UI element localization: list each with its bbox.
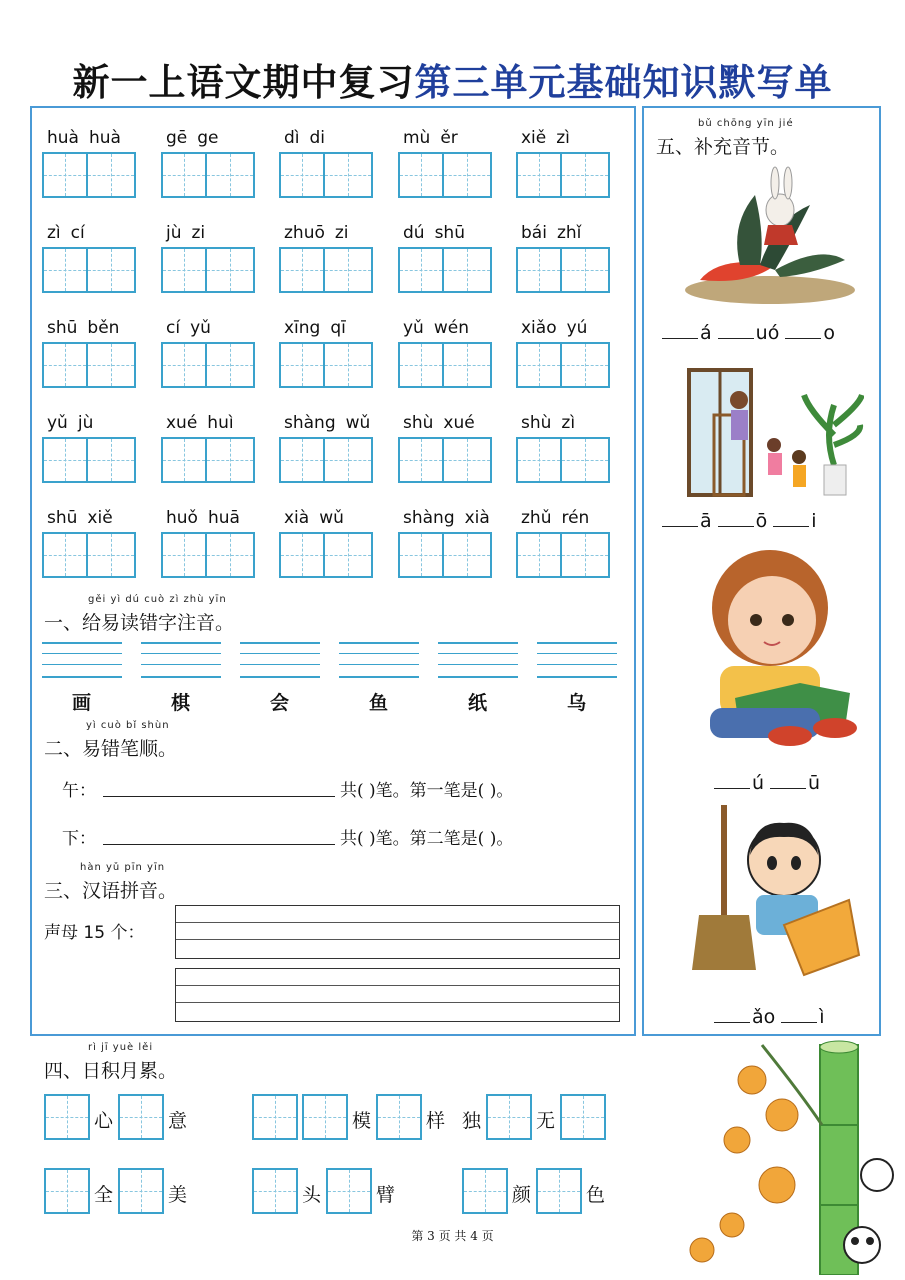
syllable: ěr bbox=[440, 128, 458, 148]
syllable-blank[interactable] bbox=[770, 770, 806, 789]
character-writing-box[interactable] bbox=[42, 437, 136, 483]
character-writing-box[interactable] bbox=[398, 437, 492, 483]
pinyin-label bbox=[516, 318, 592, 338]
pinyin-label bbox=[42, 223, 90, 243]
tian-cell[interactable] bbox=[42, 342, 88, 388]
character-writing-box[interactable] bbox=[279, 532, 373, 578]
syllable: dì bbox=[284, 128, 300, 148]
pinyin-label bbox=[516, 508, 594, 528]
syllable-blanks-2 bbox=[656, 508, 817, 532]
character-label: 乌 bbox=[567, 692, 587, 714]
syllable-ending: uó bbox=[755, 322, 780, 344]
syllable: xīng bbox=[284, 318, 321, 338]
pinyin-label bbox=[161, 413, 239, 433]
syllable-blank[interactable] bbox=[785, 320, 821, 339]
tian-cell[interactable] bbox=[444, 247, 492, 293]
syllable-blank[interactable] bbox=[773, 508, 809, 527]
syllable: di bbox=[309, 128, 326, 148]
section3-ruby: hàn yǔ pīn yīn bbox=[80, 862, 166, 873]
syllable: yǔ bbox=[47, 413, 68, 433]
pinyin-label bbox=[398, 318, 474, 338]
pinyin-label bbox=[398, 128, 463, 148]
tian-cell[interactable] bbox=[279, 247, 325, 293]
tian-cell[interactable] bbox=[444, 532, 492, 578]
syllable-blank[interactable] bbox=[718, 508, 754, 527]
character-writing-box[interactable] bbox=[42, 342, 136, 388]
syllable: cí bbox=[70, 223, 85, 243]
syllable: yǔ bbox=[190, 318, 211, 338]
child-reading-image bbox=[700, 538, 865, 748]
syllable: xià bbox=[464, 508, 490, 528]
syllable-ending: ú bbox=[752, 772, 765, 794]
tian-cell[interactable] bbox=[562, 532, 610, 578]
character-writing-box[interactable] bbox=[161, 152, 255, 198]
pinyin-label bbox=[279, 508, 349, 528]
character-writing-box[interactable] bbox=[516, 247, 610, 293]
syllable: shù bbox=[521, 413, 552, 433]
syllable: huì bbox=[207, 413, 234, 433]
character-writing-box[interactable] bbox=[42, 152, 136, 198]
idiom-blank-box[interactable] bbox=[376, 1094, 422, 1140]
syllable-ending: ǎo bbox=[752, 1006, 776, 1028]
tian-cell[interactable] bbox=[516, 437, 562, 483]
idiom-blank-box[interactable] bbox=[252, 1094, 298, 1140]
character-writing-box[interactable] bbox=[161, 437, 255, 483]
syllable: xué bbox=[166, 413, 198, 433]
character-writing-box[interactable] bbox=[516, 532, 610, 578]
tian-cell[interactable] bbox=[562, 152, 610, 198]
page-footer: 第 3 页 共 4 页 bbox=[411, 1229, 494, 1243]
syllable: yǔ bbox=[403, 318, 424, 338]
pinyin-four-line-box[interactable] bbox=[438, 642, 518, 678]
syllable: zi bbox=[334, 223, 349, 243]
section1-title: 一、给易读错字注音。 bbox=[44, 612, 235, 634]
pinyin-four-line-box[interactable] bbox=[141, 642, 221, 678]
idiom-blank-box[interactable] bbox=[486, 1094, 532, 1140]
idiom-character: 样 bbox=[426, 1110, 446, 1132]
character-label: 画 bbox=[72, 692, 92, 714]
section2-title: 二、易错笔顺。 bbox=[44, 738, 178, 760]
tian-cell[interactable] bbox=[516, 247, 562, 293]
idiom-character: 独 bbox=[462, 1110, 482, 1132]
syllable-blank[interactable] bbox=[662, 508, 698, 527]
section4-ruby: rì jī yuè lěi bbox=[88, 1042, 154, 1053]
syllable-blank[interactable] bbox=[714, 1004, 750, 1023]
section5-ruby: bǔ chōng yīn jié bbox=[698, 118, 794, 129]
syllable: rén bbox=[561, 508, 590, 528]
syllable: huā bbox=[207, 508, 240, 528]
idiom-character: 美 bbox=[168, 1184, 188, 1206]
syllable-blank[interactable] bbox=[662, 320, 698, 339]
syllable: yú bbox=[566, 318, 588, 338]
syllable: zhǐ bbox=[556, 223, 582, 243]
idiom-character: 臂 bbox=[376, 1184, 396, 1206]
syllable: shū bbox=[47, 318, 78, 338]
boy-sweeping-image bbox=[684, 805, 864, 985]
stroke-answer-line-2[interactable] bbox=[103, 844, 335, 845]
syllable: wǔ bbox=[319, 508, 344, 528]
syllable: huà bbox=[47, 128, 79, 148]
pinyin-label bbox=[398, 223, 470, 243]
idiom-character: 心 bbox=[94, 1110, 114, 1132]
tian-cell[interactable] bbox=[88, 342, 136, 388]
syllable-blank[interactable] bbox=[781, 1004, 817, 1023]
tian-cell[interactable] bbox=[207, 532, 255, 578]
pinyin-label bbox=[161, 128, 224, 148]
syllable: běn bbox=[87, 318, 120, 338]
pinyin-writing-lines-2[interactable] bbox=[175, 968, 620, 1022]
tian-cell[interactable] bbox=[88, 532, 136, 578]
character-writing-box[interactable] bbox=[279, 152, 373, 198]
tian-cell[interactable] bbox=[562, 437, 610, 483]
character-writing-box[interactable] bbox=[398, 342, 492, 388]
tian-cell[interactable] bbox=[562, 247, 610, 293]
syllable-blanks-1 bbox=[656, 320, 835, 344]
syllable-ending: i bbox=[811, 510, 817, 532]
pinyin-label bbox=[161, 508, 245, 528]
tian-cell[interactable] bbox=[279, 532, 325, 578]
section5-title: 五、补充音节。 bbox=[656, 136, 790, 158]
tian-cell[interactable] bbox=[325, 532, 373, 578]
character-label: 纸 bbox=[468, 692, 488, 714]
idiom-blank-box[interactable] bbox=[560, 1094, 606, 1140]
stroke-row-wu: 午： bbox=[62, 781, 96, 801]
tian-cell[interactable] bbox=[207, 342, 255, 388]
tian-cell[interactable] bbox=[161, 532, 207, 578]
syllable: zì bbox=[556, 128, 570, 148]
tian-cell[interactable] bbox=[88, 247, 136, 293]
character-writing-box[interactable] bbox=[161, 247, 255, 293]
idiom-character: 无 bbox=[536, 1110, 556, 1132]
syllable: xué bbox=[443, 413, 475, 433]
character-label: 会 bbox=[270, 692, 290, 714]
syllable: shū bbox=[47, 508, 78, 528]
section2-ruby: yì cuò bǐ shùn bbox=[86, 720, 170, 731]
tian-cell[interactable] bbox=[42, 437, 88, 483]
tian-cell[interactable] bbox=[42, 152, 88, 198]
tian-cell[interactable] bbox=[398, 437, 444, 483]
tian-cell[interactable] bbox=[325, 247, 373, 293]
pinyin-writing-lines-1[interactable] bbox=[175, 905, 620, 959]
tian-cell[interactable] bbox=[398, 532, 444, 578]
pinyin-label bbox=[279, 413, 375, 433]
syllable: wǔ bbox=[345, 413, 371, 433]
character-writing-box[interactable] bbox=[516, 152, 610, 198]
syllable: huà bbox=[88, 128, 121, 148]
idiom-character: 头 bbox=[302, 1184, 322, 1206]
syllable-ending: ā bbox=[700, 510, 712, 532]
syllable: zhuō bbox=[284, 223, 325, 243]
character-writing-box[interactable] bbox=[279, 342, 373, 388]
character-label: 鱼 bbox=[369, 692, 389, 714]
pinyin-label bbox=[161, 318, 216, 338]
idiom-blank-box[interactable] bbox=[462, 1168, 508, 1214]
character-writing-box[interactable] bbox=[42, 247, 136, 293]
syllable: zì bbox=[47, 223, 61, 243]
idiom-blank-box[interactable] bbox=[44, 1094, 90, 1140]
syllable: qī bbox=[330, 318, 346, 338]
idiom-character: 颜 bbox=[512, 1184, 532, 1206]
pinyin-four-line-box[interactable] bbox=[240, 642, 320, 678]
syllable-ending: ì bbox=[819, 1006, 825, 1028]
tian-cell[interactable] bbox=[325, 342, 373, 388]
pinyin-label bbox=[279, 223, 354, 243]
tian-cell[interactable] bbox=[161, 247, 207, 293]
syllable: zhǔ bbox=[521, 508, 552, 528]
idiom-blank-box[interactable] bbox=[252, 1168, 298, 1214]
tian-cell[interactable] bbox=[325, 152, 373, 198]
idiom-blank-box[interactable] bbox=[302, 1094, 348, 1140]
syllable: wén bbox=[433, 318, 469, 338]
tian-cell[interactable] bbox=[42, 532, 88, 578]
tian-cell[interactable] bbox=[42, 247, 88, 293]
syllable: ge bbox=[197, 128, 219, 148]
idiom-blank-box[interactable] bbox=[536, 1168, 582, 1214]
syllable: xiě bbox=[521, 128, 547, 148]
syllable: xià bbox=[284, 508, 310, 528]
tian-cell[interactable] bbox=[88, 437, 136, 483]
tian-cell[interactable] bbox=[161, 437, 207, 483]
syllable: zì bbox=[561, 413, 576, 433]
tian-cell[interactable] bbox=[516, 532, 562, 578]
rabbit-radish-image bbox=[680, 165, 860, 305]
tian-cell[interactable] bbox=[207, 152, 255, 198]
idiom-blank-box[interactable] bbox=[118, 1168, 164, 1214]
syllable: shàng bbox=[403, 508, 455, 528]
initials-label: 声母 15 个： bbox=[44, 923, 145, 943]
stroke-answer-line-1[interactable] bbox=[103, 796, 335, 797]
syllable-blank[interactable] bbox=[718, 320, 754, 339]
tian-cell[interactable] bbox=[279, 342, 325, 388]
tian-cell[interactable] bbox=[88, 152, 136, 198]
tian-cell[interactable] bbox=[516, 342, 562, 388]
character-writing-box[interactable] bbox=[398, 247, 492, 293]
syllable: zi bbox=[191, 223, 206, 243]
tian-cell[interactable] bbox=[279, 152, 325, 198]
section1-ruby: gěi yì dú cuò zì zhù yīn bbox=[88, 594, 227, 605]
idiom-character: 模 bbox=[352, 1110, 372, 1132]
character-writing-box[interactable] bbox=[516, 342, 610, 388]
tian-cell[interactable] bbox=[444, 342, 492, 388]
pinyin-four-line-box[interactable] bbox=[339, 642, 419, 678]
tian-cell[interactable] bbox=[398, 247, 444, 293]
syllable-ending: ū bbox=[808, 772, 821, 794]
idiom-character: 全 bbox=[94, 1184, 114, 1206]
tian-cell[interactable] bbox=[161, 152, 207, 198]
syllable: jù bbox=[166, 223, 182, 243]
tian-cell[interactable] bbox=[325, 437, 373, 483]
syllable: shàng bbox=[284, 413, 336, 433]
tian-cell[interactable] bbox=[398, 342, 444, 388]
pinyin-label bbox=[42, 413, 98, 433]
pinyin-label bbox=[516, 128, 575, 148]
syllable: cí bbox=[166, 318, 181, 338]
syllable-ending: á bbox=[700, 322, 712, 344]
syllable: xiě bbox=[87, 508, 113, 528]
tian-cell[interactable] bbox=[516, 152, 562, 198]
syllable-blanks-4 bbox=[708, 1004, 825, 1028]
pinyin-label bbox=[398, 508, 495, 528]
character-writing-box[interactable] bbox=[279, 247, 373, 293]
stroke-row-xia: 下： bbox=[62, 829, 96, 849]
pinyin-label bbox=[161, 223, 210, 243]
character-writing-box[interactable] bbox=[161, 342, 255, 388]
pinyin-four-line-box[interactable] bbox=[537, 642, 617, 678]
syllable: shù bbox=[403, 413, 434, 433]
character-writing-box[interactable] bbox=[279, 437, 373, 483]
section3-title: 三、汉语拼音。 bbox=[44, 880, 178, 902]
pinyin-label bbox=[42, 128, 126, 148]
pinyin-four-line-box[interactable] bbox=[42, 642, 122, 678]
syllable: mù bbox=[403, 128, 431, 148]
pinyin-label bbox=[42, 318, 124, 338]
tian-cell[interactable] bbox=[207, 247, 255, 293]
idiom-blank-box[interactable] bbox=[118, 1094, 164, 1140]
pinyin-label bbox=[516, 413, 580, 433]
syllable: xiǎo bbox=[521, 318, 557, 338]
character-writing-box[interactable] bbox=[398, 152, 492, 198]
idiom-blank-box[interactable] bbox=[326, 1168, 372, 1214]
idiom-character: 色 bbox=[586, 1184, 606, 1206]
character-writing-box[interactable] bbox=[398, 532, 492, 578]
tian-cell[interactable] bbox=[279, 437, 325, 483]
syllable-blanks-3 bbox=[708, 770, 820, 794]
pinyin-label bbox=[279, 318, 351, 338]
idiom-character: 意 bbox=[168, 1110, 188, 1132]
pinyin-label bbox=[516, 223, 586, 243]
character-writing-box[interactable] bbox=[42, 532, 136, 578]
pinyin-label bbox=[279, 128, 330, 148]
tian-cell[interactable] bbox=[444, 437, 492, 483]
syllable-ending: ō bbox=[755, 510, 768, 532]
tian-cell[interactable] bbox=[161, 342, 207, 388]
section4-title: 四、日积月累。 bbox=[44, 1060, 178, 1082]
idiom-blank-box[interactable] bbox=[44, 1168, 90, 1214]
syllable: huǒ bbox=[166, 508, 198, 528]
cleaning-window-image bbox=[684, 365, 864, 500]
stroke-count-1: 共( )笔。第一笔是( )。 bbox=[340, 781, 514, 801]
syllable: gē bbox=[166, 128, 188, 148]
syllable: jù bbox=[77, 413, 94, 433]
tian-cell[interactable] bbox=[398, 152, 444, 198]
stroke-count-2: 共( )笔。第二笔是( )。 bbox=[340, 829, 514, 849]
syllable-blank[interactable] bbox=[714, 770, 750, 789]
syllable: bái bbox=[521, 223, 547, 243]
syllable: shū bbox=[434, 223, 465, 243]
character-label: 棋 bbox=[171, 692, 191, 714]
character-writing-box[interactable] bbox=[516, 437, 610, 483]
character-writing-box[interactable] bbox=[161, 532, 255, 578]
syllable: dú bbox=[403, 223, 425, 243]
pinyin-label bbox=[42, 508, 118, 528]
syllable-ending: o bbox=[823, 322, 835, 344]
tian-cell[interactable] bbox=[562, 342, 610, 388]
page-title: 新一上语文期中复习第三单元基础知识默写单 bbox=[72, 61, 833, 104]
pinyin-label bbox=[398, 413, 480, 433]
tian-cell[interactable] bbox=[207, 437, 255, 483]
tian-cell[interactable] bbox=[444, 152, 492, 198]
